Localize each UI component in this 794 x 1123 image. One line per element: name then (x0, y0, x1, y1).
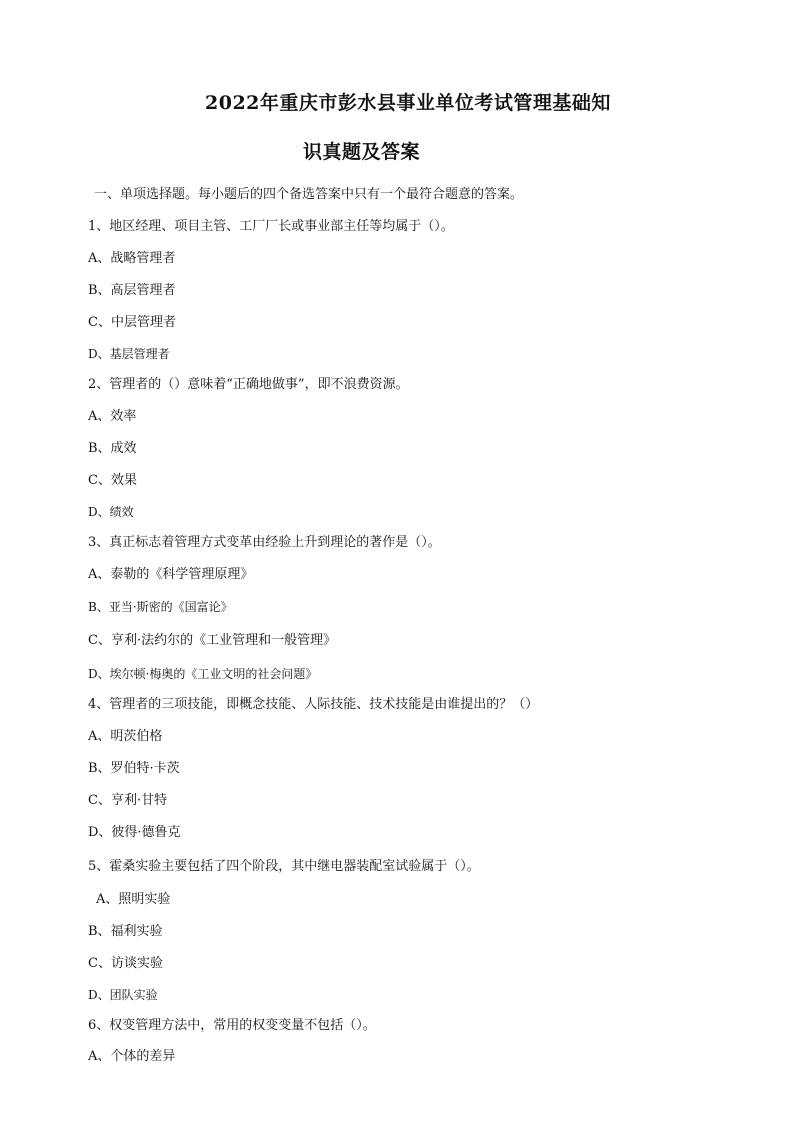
section-heading: 一、单项选择题。每小题后的四个备选答案中只有一个最符合题意的答案。 (94, 187, 524, 202)
option-4c: C、亨利·甘特 (88, 793, 168, 808)
question-2: 2、管理者的（）意味着“正确地做事”，即不浪费资源。 (88, 377, 409, 392)
option-2d: D、绩效 (88, 505, 134, 519)
option-5b: B、福利实验 (88, 924, 163, 939)
option-5c: C、访谈实验 (88, 956, 163, 971)
question-1: 1、地区经理、项目主管、工厂厂长或事业部主任等均属于（）。 (88, 219, 454, 234)
question-4: 4、管理者的三项技能，即概念技能、人际技能、技术技能是由谁提出的？（） (88, 697, 539, 712)
document-title-line-2: 识真题及答案 (303, 141, 421, 163)
document-title-line-1: 2022年重庆市彭水县事业单位考试管理基础知 (205, 92, 611, 114)
option-4b: B、罗伯特·卡茨 (88, 761, 180, 776)
option-3b: B、亚当·斯密的《国富论》 (88, 600, 233, 614)
option-1b: B、高层管理者 (88, 283, 176, 298)
option-2c: C、效果 (88, 473, 137, 488)
option-1c: C、中层管理者 (88, 315, 176, 330)
question-3: 3、真正标志着管理方式变革由经验上升到理论的著作是（）。 (88, 535, 441, 550)
option-5d: D、团队实验 (88, 988, 158, 1002)
question-6: 6、权变管理方法中，常用的权变变量不包括（）。 (88, 1018, 376, 1033)
option-4d: D、彼得·德鲁克 (88, 825, 181, 840)
question-5: 5、霍桑实验主要包括了四个阶段，其中继电器装配室试验属于（）。 (88, 859, 480, 874)
option-3d: D、埃尔顿·梅奥的《工业文明的社会问题》 (88, 667, 318, 681)
option-4a: A、明茨伯格 (88, 729, 163, 744)
option-2a: A、效率 (88, 409, 137, 424)
option-5a: A、照明实验 (96, 892, 171, 907)
option-1d: D、基层管理者 (88, 347, 170, 361)
option-3c: C、亨利·法约尔的《工业管理和一般管理》 (88, 633, 337, 648)
option-6a: A、个体的差异 (88, 1049, 176, 1064)
option-1a: A、战略管理者 (88, 251, 176, 266)
option-2b: B、成效 (88, 441, 137, 456)
option-3a: A、泰勒的《科学管理原理》 (88, 567, 254, 582)
